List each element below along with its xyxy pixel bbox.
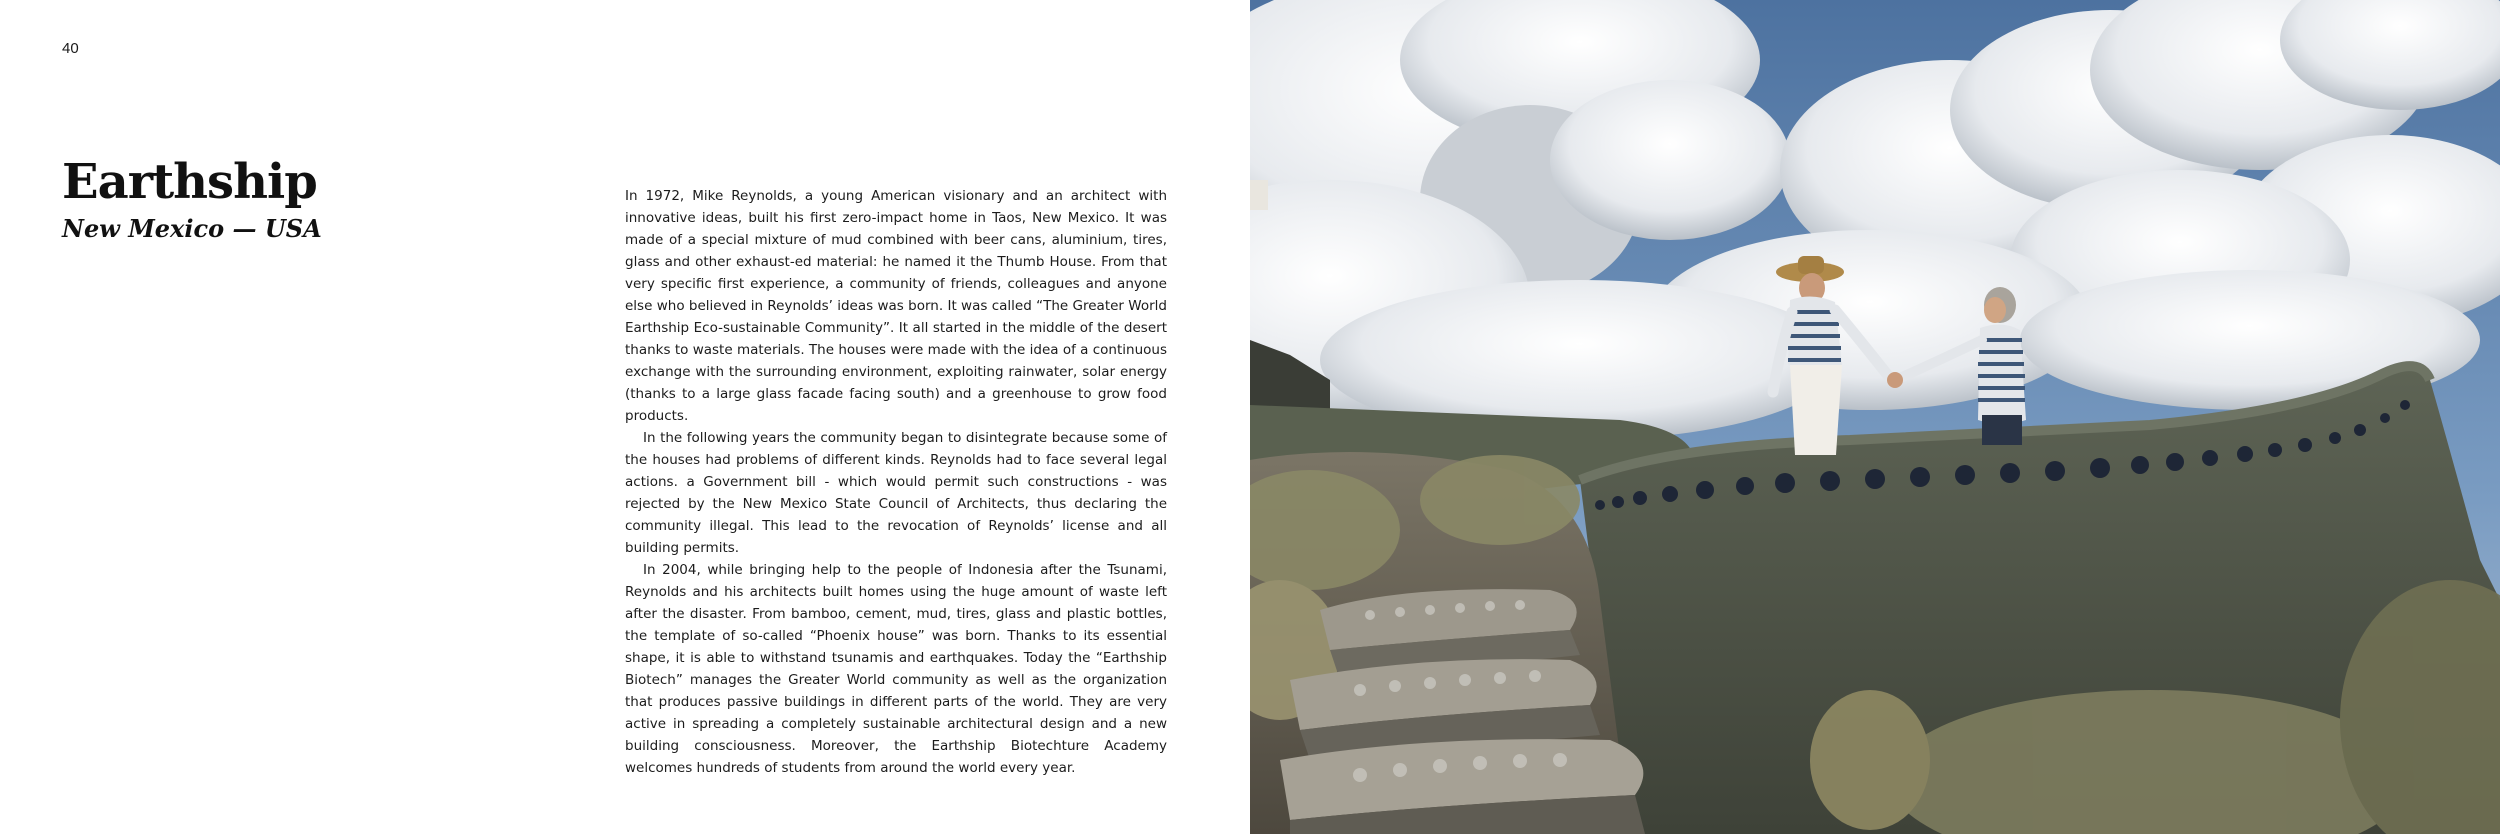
article-title: Earthship (62, 154, 317, 210)
article-subtitle: New Mexico — USA (62, 214, 322, 243)
paragraph-3: In 2004, while bringing help to the people of Indonesia after the Tsunami, Reynolds and his architects built homes using the huge amount of waste left after the disaster. From bamboo, cement, mud, tires, glass and plastic bottles, the template of so-called “Phoenix house” was born. Thanks to its essential shape, it is able to withstand tsunamis and earthquakes. Today the “Earthship Biotech” manages the Greater World community as well as the organization that produces passive buildings in different parts of the world. They are very active in spreading a completely sustainable architectural design and a new building consciousness. Moreover, the Earthship Biotechture Academy welcomes hundreds of students from around the world every year. (625, 562, 1167, 776)
page-number: 40 (62, 40, 79, 57)
paragraph-1: In 1972, Mike Reynolds, a young American visionary and an architect with innovative ideas, built his first zero-impact home in Taos, New Mexico. It was made of a special mixture of mud combined with beer cans, aluminium, tires, glass and other exhaust-ed material: he named it the Thumb House. From that very specific first experience, a community of friends, colleagues and anyone else who believed in Reynolds’ ideas was born. It was called “The Greater World Earthship Eco-sustainable Community”. It all started in the middle of the desert thanks to waste materials. The houses were made with the idea of a continuous exchange with the surrounding environment, exploiting rainwater, solar energy (thanks to a large glass facade facing south) and a greenhouse to grow food products. (625, 188, 1167, 424)
photo-illustration (1250, 0, 2500, 834)
earthship-photo (1250, 0, 2500, 834)
paragraph-2: In the following years the community began to disintegrate because some of the houses had problems of different kinds. Reynolds had to face several legal actions. a Government bill - which would permit such constructions - was rejected by the New Mexico State Council of Architects, thus declaring the community illegal. This lead to the revocation of Reynolds’ license and all building permits. (625, 430, 1167, 556)
article-body (625, 185, 1167, 779)
